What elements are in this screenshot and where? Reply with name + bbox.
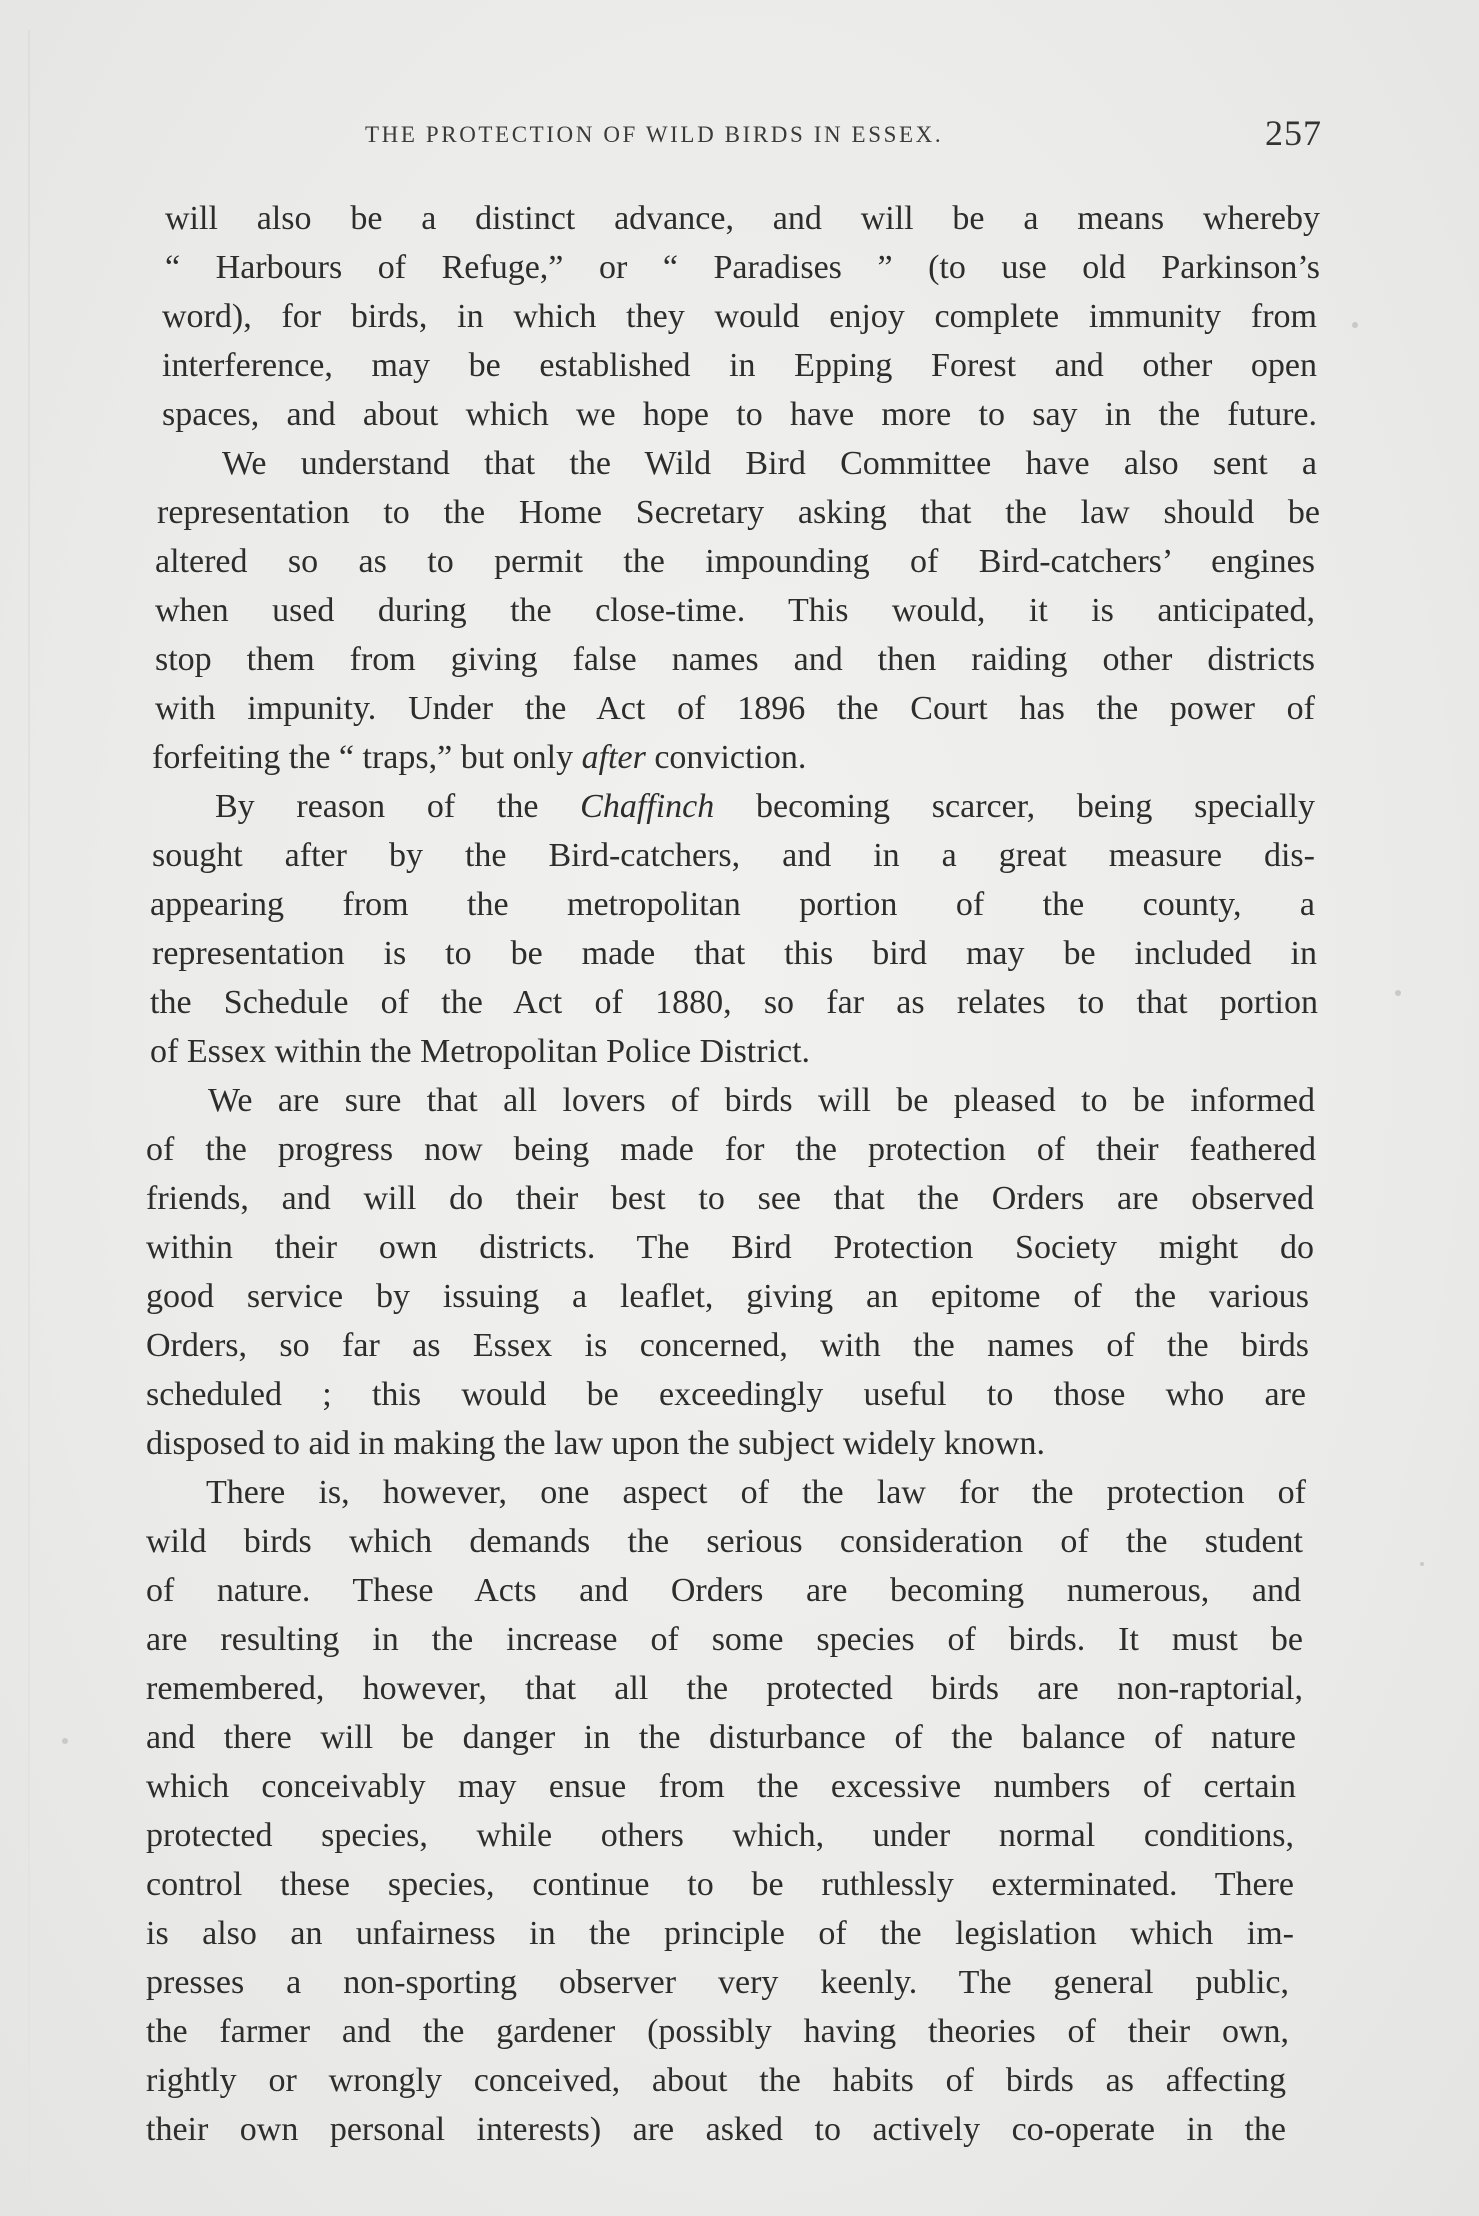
text-run: and there will be danger in the disturbance of the balance of nature — [146, 1719, 1296, 1756]
text-line — [0, 440, 1479, 488]
text-line — [0, 1812, 1479, 1860]
text-line — [0, 391, 1479, 439]
text-line-content — [155, 538, 1315, 586]
text-run: remembered, however, that all the protected birds are non-raptorial, — [146, 1670, 1303, 1707]
text-line-content — [146, 1518, 1303, 1566]
paper-speck — [1420, 1562, 1424, 1566]
text-line-content — [146, 1273, 1309, 1321]
text-line-content — [146, 1616, 1303, 1664]
text-line — [0, 1469, 1479, 1517]
text-run: spaces, and about which we hope to have more to say in the future. — [162, 396, 1317, 433]
text-line — [0, 1224, 1479, 1272]
text-line — [0, 930, 1479, 978]
text-run: protected species, while others which, under normal conditions, — [146, 1817, 1294, 1854]
text-line — [0, 1959, 1479, 2007]
text-line — [0, 1273, 1479, 1321]
text-line-content — [206, 1469, 1306, 1517]
text-line — [0, 1077, 1479, 1125]
text-line-content — [146, 1126, 1316, 1174]
text-run: By reason of the — [215, 788, 581, 825]
text-line-content — [155, 636, 1315, 684]
text-line — [0, 1175, 1479, 1223]
text-run: rightly or wrongly conceived, about the habits of birds as affecting — [146, 2062, 1286, 2099]
text-line-content — [146, 1763, 1296, 1811]
text-run: stop them from giving false names and then raiding other districts — [155, 641, 1315, 678]
text-line — [0, 685, 1479, 733]
text-line — [0, 1567, 1479, 1615]
text-line-content — [155, 587, 1315, 635]
text-run: sought after by the Bird-catchers, and in a great measure dis- — [152, 837, 1315, 874]
text-run: are resulting in the increase of some species of birds. It must be — [146, 1621, 1303, 1658]
text-run: representation to the Home Secretary asking that the law should be — [157, 494, 1320, 531]
page-number: 257 — [1265, 113, 1322, 153]
text-line — [0, 783, 1479, 831]
text-run: We are sure that all lovers of birds will be pleased to be informed — [208, 1082, 1315, 1119]
text-line-content — [146, 1714, 1296, 1762]
text-line-content — [150, 881, 1315, 929]
italic-word: Chaffinch — [580, 788, 715, 825]
text-run: We understand that the Wild Bird Committee have also sent a — [222, 445, 1317, 482]
text-line — [0, 1126, 1479, 1174]
text-line — [0, 1028, 1479, 1076]
text-run: becoming scarcer, being specially — [714, 788, 1315, 825]
text-line-content — [146, 1910, 1294, 1958]
text-run: within their own districts. The Bird Protection Society might do — [146, 1229, 1314, 1266]
text-line-content — [152, 832, 1315, 880]
text-line — [0, 2106, 1479, 2154]
text-line — [0, 1518, 1479, 1566]
text-line-content — [146, 1959, 1289, 2007]
text-line — [0, 979, 1479, 1027]
text-line-content — [162, 391, 1317, 439]
text-line-content — [215, 783, 1315, 831]
text-line — [0, 195, 1479, 243]
paper-speck — [1352, 322, 1358, 328]
text-run: word), for birds, in which they would enjoy complete immunity from — [162, 298, 1317, 335]
text-line-content — [146, 2057, 1286, 2105]
text-run: when used during the close-time. This would, it is anticipated, — [155, 592, 1315, 629]
text-line-content — [165, 195, 1320, 243]
text-run: presses a non-sporting observer very keenly. The general public, — [146, 1964, 1289, 2001]
text-line — [0, 1665, 1479, 1713]
text-line — [0, 293, 1479, 341]
italic-word: after — [581, 739, 646, 776]
text-line-content — [146, 1322, 1309, 1370]
text-line — [0, 1322, 1479, 1370]
text-run: representation is to be made that this bird may be included in — [152, 935, 1317, 972]
text-line — [0, 1861, 1479, 1909]
text-run: There is, however, one aspect of the law for the protection of — [206, 1474, 1306, 1511]
text-run: wild birds which demands the serious consideration of the student — [146, 1523, 1303, 1560]
text-line-content — [157, 489, 1320, 537]
text-line — [0, 734, 1479, 782]
text-run: with impunity. Under the Act of 1896 the Court has the power of — [155, 690, 1315, 727]
text-run: forfeiting the “ traps,” but only — [152, 739, 582, 776]
text-line-content — [165, 244, 1320, 292]
text-run: their own personal interests) are asked to actively co-operate in the — [146, 2111, 1286, 2148]
paper-speck — [62, 1738, 68, 1744]
text-line-content — [152, 734, 806, 782]
text-line — [0, 1714, 1479, 1762]
text-line-content — [146, 1812, 1294, 1860]
text-run: appearing from the metropolitan portion of the county, a — [150, 886, 1315, 923]
text-run: disposed to aid in making the law upon the subject widely known. — [146, 1425, 1045, 1462]
text-run: scheduled ; this would be exceedingly useful to those who are — [146, 1376, 1306, 1413]
text-line-content — [162, 342, 1317, 390]
text-line-content — [208, 1077, 1315, 1125]
text-line-content — [155, 685, 1315, 733]
text-run: interference, may be established in Epping Forest and other open — [162, 347, 1317, 384]
text-line — [0, 1616, 1479, 1664]
text-line — [0, 538, 1479, 586]
text-line — [0, 587, 1479, 635]
text-line-content — [150, 1028, 810, 1076]
text-line-content — [150, 979, 1318, 1027]
text-line-content — [146, 1224, 1314, 1272]
paper-speck — [1395, 990, 1401, 996]
text-run: friends, and will do their best to see that the Orders are observed — [146, 1180, 1314, 1217]
text-line-content — [146, 1175, 1314, 1223]
text-run: good service by issuing a leaflet, giving an epitome of the various — [146, 1278, 1309, 1315]
text-line — [0, 1763, 1479, 1811]
text-line-content — [222, 440, 1317, 488]
text-line-content — [146, 1371, 1306, 1419]
text-line-content — [146, 1665, 1303, 1713]
text-run: of the progress now being made for the protection of their feathered — [146, 1131, 1316, 1168]
text-line — [0, 881, 1479, 929]
text-line — [0, 1420, 1479, 1468]
text-run: “ Harbours of Refuge,” or “ Paradises ” (to use old Parkinson’s — [165, 249, 1320, 286]
text-run: the Schedule of the Act of 1880, so far as relates to that portion — [150, 984, 1318, 1021]
text-line — [0, 636, 1479, 684]
text-run: the farmer and the gardener (possibly having theories of their own, — [146, 2013, 1289, 2050]
text-line — [0, 489, 1479, 537]
text-line-content — [146, 2008, 1289, 2056]
text-line — [0, 2008, 1479, 2056]
text-line-content — [146, 1420, 1045, 1468]
text-run: conviction. — [645, 739, 807, 776]
text-line-content — [146, 1567, 1301, 1615]
text-run: altered so as to permit the impounding of Bird-catchers’ engines — [155, 543, 1315, 580]
text-line-content — [146, 1861, 1294, 1909]
text-line — [0, 832, 1479, 880]
text-line-content — [152, 930, 1317, 978]
text-run: will also be a distinct advance, and will be a means whereby — [165, 200, 1320, 237]
running-head: THE PROTECTION OF WILD BIRDS IN ESSEX. — [365, 122, 944, 147]
text-line-content — [146, 2106, 1286, 2154]
text-run: of nature. These Acts and Orders are becoming numerous, and — [146, 1572, 1301, 1609]
text-line — [0, 1910, 1479, 1958]
text-line — [0, 342, 1479, 390]
text-line — [0, 2057, 1479, 2105]
text-line-content — [162, 293, 1317, 341]
text-run: control these species, continue to be ruthlessly exterminated. There — [146, 1866, 1294, 1903]
text-line — [0, 1371, 1479, 1419]
text-line — [0, 244, 1479, 292]
text-run: Orders, so far as Essex is concerned, with the names of the birds — [146, 1327, 1309, 1364]
text-run: is also an unfairness in the principle of the legislation which im- — [146, 1915, 1294, 1952]
text-run: which conceivably may ensue from the excessive numbers of certain — [146, 1768, 1296, 1805]
text-run: of Essex within the Metropolitan Police District. — [150, 1033, 811, 1070]
